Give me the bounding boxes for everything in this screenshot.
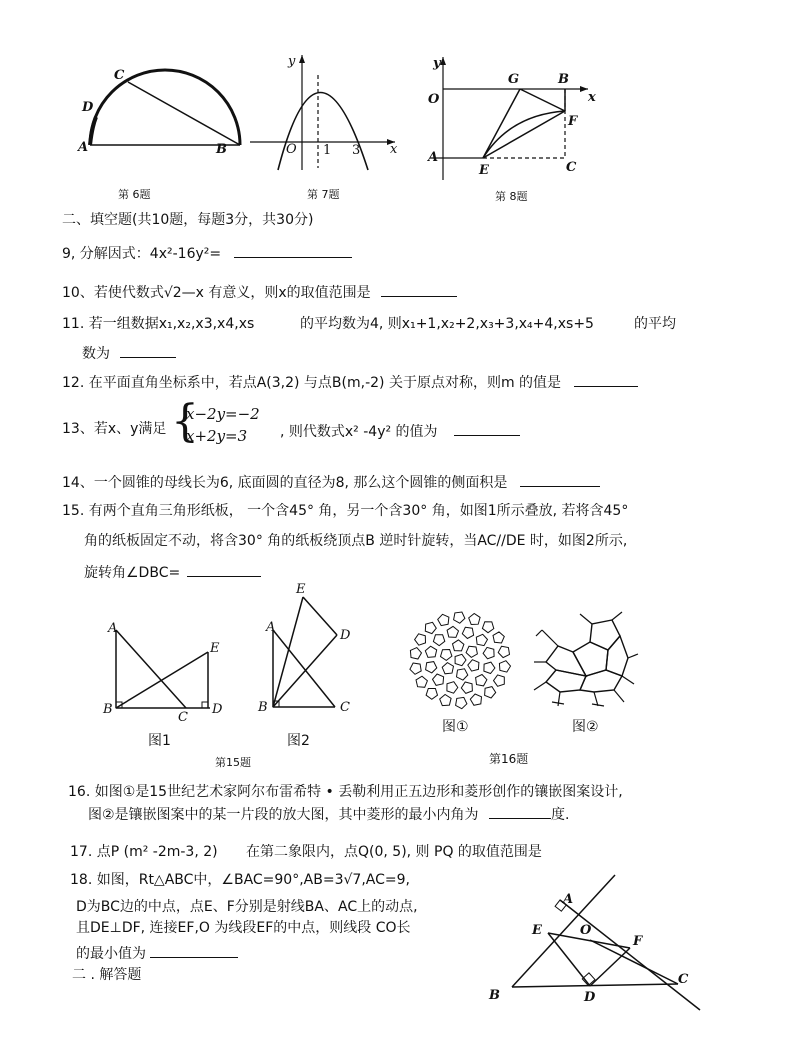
q9-answer-blank[interactable] bbox=[234, 243, 352, 258]
f7-label-y: y bbox=[288, 54, 296, 69]
chord-cb bbox=[128, 82, 240, 145]
f8-label-y: y bbox=[433, 56, 441, 71]
figure-16-tessellation bbox=[405, 608, 515, 713]
q11-text-c: 的平均 bbox=[634, 316, 676, 332]
q11-text-a: 11. 若一组数据x₁,x₂,x3,x4,xs bbox=[62, 316, 255, 332]
segment-gf bbox=[520, 89, 565, 111]
question-17b bbox=[246, 843, 542, 861]
q9-text: 9, 分解因式：4x²-16y²= bbox=[62, 246, 222, 262]
f8-label-o: O bbox=[428, 92, 440, 107]
tessellation-pentagon bbox=[440, 695, 451, 706]
semicircle-arc bbox=[90, 70, 240, 145]
figure-16-enlarged bbox=[528, 610, 638, 710]
f16-fig2-caption: 图② bbox=[572, 719, 599, 735]
segment-bc bbox=[512, 984, 678, 987]
q11-text-b: 的平均数为4, 则x₁+1,x₂+2,x₃+3,x₄+4,xs+5 bbox=[300, 316, 594, 332]
f7-label-o: O bbox=[286, 142, 297, 157]
question-13 bbox=[62, 420, 166, 438]
tessellation-pentagon bbox=[498, 646, 509, 657]
f15-fig1-caption: 图1 bbox=[148, 733, 171, 749]
f15-1-label-d: D bbox=[212, 702, 223, 717]
question-18-line3: 且DE⊥DF, 连接EF,O 为线段EF的中点，则线段 CO长 bbox=[76, 920, 411, 936]
question-14 bbox=[62, 472, 600, 492]
question-18-line1: 18. 如图，Rt△ABC中，∠BAC=90°,AB=3√7,AC=9, bbox=[70, 872, 410, 888]
q16-text: 图②是镶嵌图案中的某一片段的放大图，其中菱形的最小内角为 bbox=[88, 807, 479, 823]
ray-ac bbox=[560, 900, 700, 1010]
q17-text-b: 在第二象限内，点Q(0, 5), 则 PQ 的取值范围是 bbox=[246, 844, 542, 860]
f8-label-a: A bbox=[428, 150, 439, 165]
q17-text-a: 17. 点P (m² -2m-3, 2) bbox=[70, 844, 218, 860]
q12-answer-blank[interactable] bbox=[574, 372, 638, 387]
f15-2-label-e: E bbox=[296, 582, 306, 597]
f15-1-label-c: C bbox=[178, 710, 188, 725]
question-11-line1c bbox=[634, 315, 676, 333]
equation-brace: { bbox=[171, 396, 199, 447]
q15-answer-blank[interactable] bbox=[187, 562, 261, 577]
f18-label-d: D bbox=[584, 990, 596, 1005]
f8-label-x: x bbox=[588, 90, 596, 105]
parabola bbox=[278, 93, 368, 171]
tessellation-pentagon bbox=[494, 675, 505, 686]
q13-suffix: , 则代数式x² -4y² 的值为 bbox=[280, 424, 438, 440]
tessellation-pentagon bbox=[476, 634, 487, 645]
tessellation-pentagon bbox=[499, 661, 510, 672]
f15-fig2-caption: 图2 bbox=[287, 733, 310, 749]
f16-fig1-caption: 图① bbox=[442, 719, 469, 735]
f7-label-x: x bbox=[390, 142, 398, 157]
segment-df bbox=[590, 948, 630, 986]
arc-ad bbox=[90, 117, 96, 145]
tessellation-pentagon bbox=[425, 622, 436, 633]
f7-label-3: 3 bbox=[352, 143, 361, 158]
equation-2: x+2y=3 bbox=[186, 427, 248, 445]
question-9 bbox=[62, 243, 352, 263]
tessellation-pentagon bbox=[457, 669, 468, 680]
f15-1-label-b: B bbox=[103, 702, 113, 717]
f8-label-f: F bbox=[568, 114, 578, 129]
tessellation-pentagon bbox=[425, 646, 436, 657]
q18-answer-blank[interactable] bbox=[150, 943, 238, 958]
f15-1-label-a: A bbox=[108, 621, 118, 636]
tessellation-pentagon bbox=[493, 632, 504, 643]
f18-label-b: B bbox=[489, 988, 500, 1003]
tessellation-pentagon bbox=[433, 635, 444, 646]
tessellation-pentagon bbox=[416, 676, 427, 687]
tessellation-pentagon bbox=[484, 662, 495, 673]
tessellation-pentagon bbox=[482, 622, 493, 633]
tessellation-pentagon bbox=[410, 648, 421, 659]
f15-1-label-e: E bbox=[210, 641, 220, 656]
tessellation-pentagon bbox=[456, 697, 467, 708]
tessellation-pentagon bbox=[466, 646, 477, 657]
q13-prefix: 13、若x、y满足 bbox=[62, 421, 167, 437]
tessellation-pentagon bbox=[410, 663, 421, 674]
f18-label-f: F bbox=[633, 934, 643, 949]
q12-text: 12. 在平面直角坐标系中，若点A(3,2) 与点B(m,-2) 关于原点对称，则m 的值是 bbox=[62, 375, 562, 391]
tessellation-pentagon bbox=[438, 614, 449, 625]
section-3-heading: 二 . 解答题 bbox=[72, 967, 142, 983]
equation-system bbox=[186, 403, 260, 447]
f6-label-b: B bbox=[216, 142, 227, 157]
question-16-line2 bbox=[88, 804, 569, 824]
q10-text: 10、若使代数式√2—x 有意义，则x的取值范围是 bbox=[62, 285, 371, 301]
q13-answer-blank[interactable] bbox=[454, 421, 520, 436]
f6-caption: 第 6题 bbox=[118, 188, 151, 201]
figure-18 bbox=[490, 860, 720, 1020]
f6-label-c: C bbox=[114, 68, 125, 83]
question-18-line4 bbox=[76, 943, 238, 963]
tessellation-pentagon bbox=[426, 662, 437, 673]
tessellation-pentagon bbox=[447, 626, 458, 637]
tessellation-pentagon bbox=[426, 689, 437, 700]
f8-label-c: C bbox=[566, 160, 577, 175]
f18-label-a: A bbox=[563, 892, 574, 907]
tessellation-pentagon bbox=[415, 634, 426, 645]
tessellation-pentagon bbox=[485, 687, 496, 698]
tessellation-pentagon bbox=[469, 614, 480, 625]
question-17 bbox=[70, 843, 218, 861]
q11-answer-blank[interactable] bbox=[120, 343, 176, 358]
tessellation-pentagon bbox=[461, 682, 472, 693]
tessellation-pentagon bbox=[462, 627, 473, 638]
tessellation-pentagon bbox=[441, 650, 452, 661]
f7-caption: 第 7题 bbox=[307, 188, 340, 201]
tessellation-pentagon bbox=[453, 640, 464, 651]
f15-2-label-b: B bbox=[258, 700, 268, 715]
q15-text: 旋转角∠DBC= bbox=[84, 565, 181, 581]
f8-label-e: E bbox=[479, 163, 489, 178]
f15-2-label-a: A bbox=[266, 620, 276, 635]
f6-label-a: A bbox=[78, 140, 89, 155]
question-15-line3 bbox=[84, 562, 261, 582]
figure-15-2 bbox=[255, 585, 365, 715]
f18-label-c: C bbox=[678, 972, 689, 987]
question-16-line1: 16. 如图①是15世纪艺术家阿尔布雷希特 • 丢勒利用正五边形和菱形创作的镶嵌图案设计, bbox=[68, 784, 623, 800]
tessellation-pentagon bbox=[442, 663, 453, 674]
question-15-line2: 角的纸板固定不动，将含30° 角的纸板绕顶点B 逆时针旋转，当AC//DE 时，如图2所示, bbox=[84, 533, 628, 549]
question-13-suffix bbox=[280, 421, 520, 441]
equation-1: x−2y=−2 bbox=[186, 405, 260, 423]
f18-label-o: O bbox=[580, 923, 592, 938]
tessellation-pentagon bbox=[455, 654, 466, 665]
f8-caption: 第 8题 bbox=[495, 190, 528, 203]
question-11-line2 bbox=[82, 343, 176, 363]
question-12 bbox=[62, 372, 638, 392]
q10-answer-blank[interactable] bbox=[381, 282, 457, 297]
f7-label-1: 1 bbox=[323, 143, 332, 158]
q16-unit: 度. bbox=[551, 807, 570, 823]
question-15-line1: 15. 有两个直角三角形纸板， 一个含45° 角，另一个含30° 角，如图1所示叠放, 若将含45° bbox=[62, 503, 629, 519]
q14-answer-blank[interactable] bbox=[520, 472, 600, 487]
f18-label-e: E bbox=[532, 923, 542, 938]
f15-2-label-c: C bbox=[340, 700, 350, 715]
figure-15-1 bbox=[100, 620, 230, 720]
question-11-line1b bbox=[300, 315, 594, 333]
f8-label-g: G bbox=[508, 72, 520, 87]
tessellation-pentagon bbox=[476, 675, 487, 686]
tessellation-pentagon bbox=[454, 612, 465, 623]
tessellation-pentagon bbox=[433, 674, 444, 685]
section-2-heading: 二、填空题(共10题，每题3分，共30分) bbox=[62, 212, 314, 228]
q11-text-d: 数为 bbox=[82, 346, 110, 362]
question-10 bbox=[62, 282, 457, 302]
q18-text: 的最小值为 bbox=[76, 946, 146, 962]
tessellation-pentagon bbox=[468, 660, 479, 671]
f6-label-d: D bbox=[82, 100, 94, 115]
q14-text: 14、一个圆锥的母线长为6, 底面圆的直径为8, 那么这个圆锥的侧面积是 bbox=[62, 475, 508, 491]
f15-caption: 第15题 bbox=[215, 756, 251, 769]
q16-answer-blank[interactable] bbox=[489, 804, 551, 819]
question-11-line1 bbox=[62, 315, 254, 333]
f15-2-label-d: D bbox=[340, 628, 351, 643]
tessellation-pentagon bbox=[483, 647, 494, 658]
tessellation-pentagon bbox=[470, 694, 481, 705]
f8-label-b: B bbox=[558, 72, 569, 87]
tessellation-pentagon bbox=[447, 682, 458, 694]
question-18-line2: D为BC边的中点，点E、F分别是射线BA、AC上的动点, bbox=[76, 899, 418, 915]
f16-caption: 第16题 bbox=[489, 752, 529, 766]
